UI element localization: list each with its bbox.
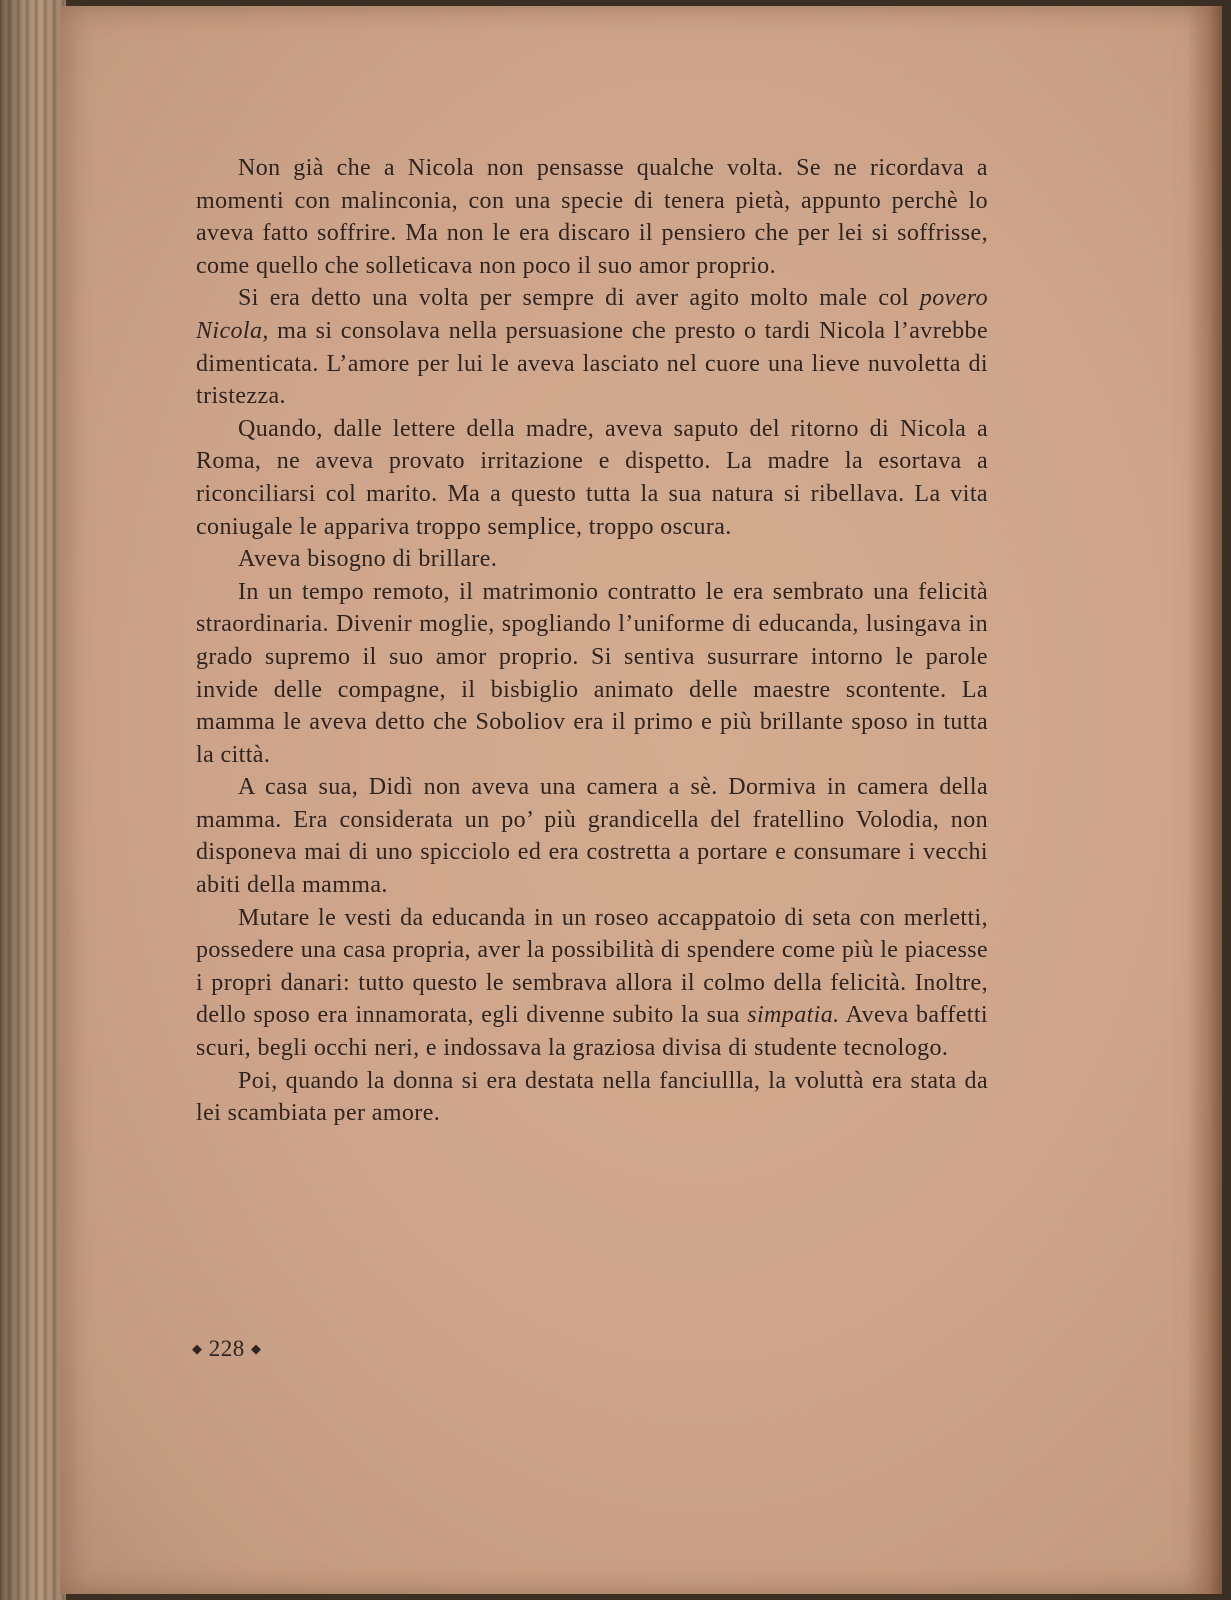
page-number-footer [192,1336,262,1362]
italic-text-run: simpatia. [747,1002,840,1029]
diamond-ornament-icon: ◆ [192,1340,203,1356]
text-run: In un tempo remoto, il matrimonio contratto le era sembrato una felicità straordinaria. Divenir moglie, spogliando l’uniforme di educanda, lusingava in grado supremo il suo amor proprio. Si sentiva susurrare intorno le parole invide delle compagne, il bisbiglio animato delle maestre scontente. La mamma le aveva detto che Soboliov era il primo e più brillante sposo in tutta la città. [196,578,988,768]
text-run: Si era detto una volta per sempre di aver agito molto male col [238,285,920,312]
text-run: Non già che a Nicola non pensasse qualche volta. Se ne ricordava a momenti con malinconia, con una specie di tenera pietà, appunto perchè lo aveva fatto soffrire. Ma non le era discaro il pensiero che per lei si soffrisse, come quello che solleticava non poco il suo amor proprio. [196,155,988,279]
text-run: Mutare le vesti da educanda in un roseo accappatoio di seta con merletti, possedere una casa propria, aver la possibilità di spendere come più le piacesse i propri danari: tutto questo le sembrava allora il colmo della felicità. Inoltre, dello sposo era innamorata, egli divenne subito la sua [196,904,988,1029]
text-run: Quando, dalle lettere della madre, aveva saputo del ritorno di Nicola a Roma, ne aveva provato irritazione e dispetto. La madre la esortava a riconciliarsi col marito. Ma a questo tutta la sua natura si ribellava. La vita coniugale le appariva troppo semplice, troppo oscura. [196,415,988,540]
paragraph [196,413,988,543]
page-number: 228 [208,1336,245,1361]
italic-text-run: povero Nicola, [196,285,988,344]
paragraph [196,902,988,1065]
book-binding [0,0,66,1600]
paragraph [196,771,988,901]
paragraph [196,576,988,772]
text-run: A casa sua, Didì non aveva una camera a sè. Dormiva in camera della mamma. Era considerata un po’ più grandicella del fratellino Volodia, non disponeva mai di uno spicciolo ed era costretta a portare e consumare i vecchi abiti della mamma. [196,774,988,899]
text-run: Poi, quando la donna si era destata nella fanciullla, la voluttà era stata da lei scambiata per amore. [196,1067,988,1127]
text-run: ma si consolava nella persuasione che presto o tardi Nicola l’avrebbe dimenticata. L’amore per lui le aveva lasciato nel cuore una lieve nuvoletta di tristezza. [196,317,988,410]
text-run: Aveva baffetti scuri, begli occhi neri, e indossava la graziosa divisa di studente tecnologo. [196,1002,989,1062]
page-edge-shadow [1188,6,1222,1594]
paragraph [196,543,988,576]
paragraph [196,282,988,412]
paragraph [196,152,988,282]
body-text [196,152,988,1130]
paragraph [196,1065,988,1130]
text-run: Aveva bisogno di brillare. [238,546,498,573]
diamond-ornament-icon: ◆ [251,1340,262,1356]
